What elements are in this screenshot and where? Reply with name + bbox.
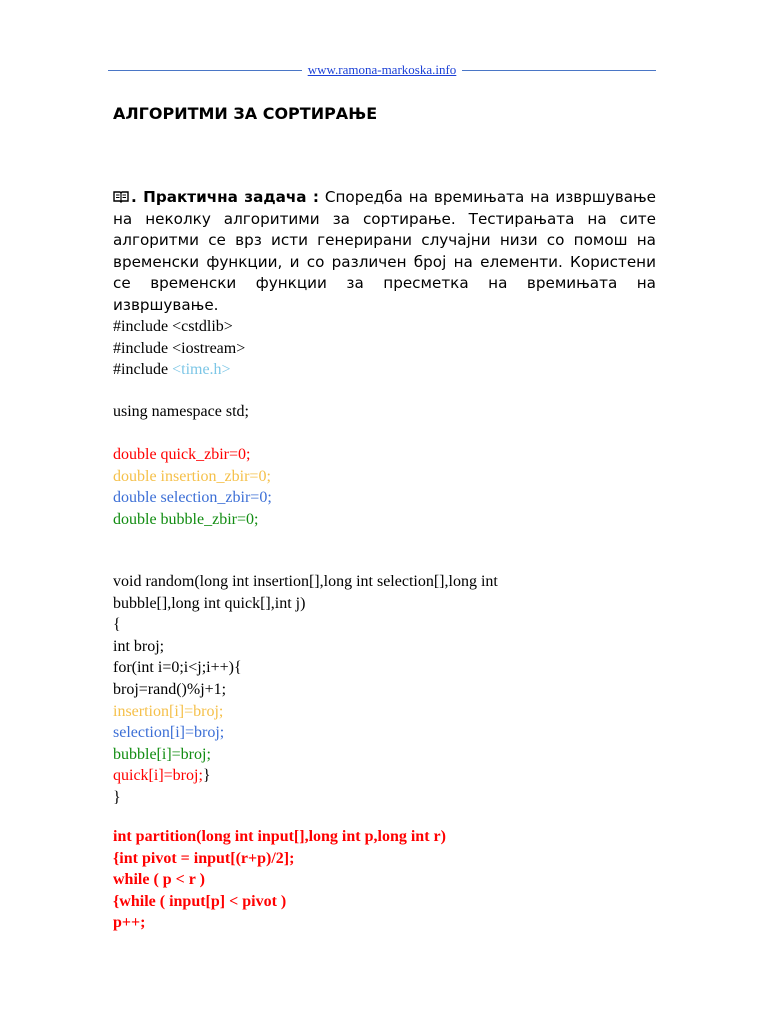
code-line: {int pivot = input[(r+p)/2]; [113,849,295,867]
includes-block [113,316,673,381]
page-title: АЛГОРИТМИ ЗА СОРТИРАЊЕ [113,104,378,123]
code-line: bubble[],long int quick[],int j) [113,594,306,612]
code-line: selection[i]=broj; [113,724,225,742]
task-text: Споредба на времињата на извршување на неколку алгоритими за сортирање. Тестирањата на сите алгоритми се врз исти генерирани случајни низи со помош на временски функции, и со различен број на елементи. Користени се временски функции за пресметка на времињата на извршување. [113,188,656,314]
code-line: for(int i=0;i<j;i++){ [113,659,242,677]
code-line: insertion[i]=broj; [113,702,224,720]
code-line: double quick_zbir=0; [113,446,251,463]
open-book-icon [113,190,129,203]
code-line: while ( p < r ) [113,871,205,889]
header-rule-left [108,70,302,71]
using-line: using namespace std; [113,403,249,420]
code-text: #include [113,361,173,379]
code-line: broj=rand()%j+1; [113,680,227,698]
code-line: #include <cstdlib> [113,318,233,335]
task-label: . Практична задача : [131,188,319,206]
code-text: quick[i]=broj; [113,767,203,785]
code-line: void random(long int insertion[],long int selection[],long int [113,573,498,590]
code-line: double bubble_zbir=0; [113,510,259,528]
page-header [108,60,656,80]
random-function-block [113,571,673,809]
code-text: } [202,767,211,785]
code-highlight: <time.h> [172,361,231,379]
code-line: { [113,616,121,634]
code-line [113,359,673,381]
task-paragraph [113,187,656,316]
partition-function-block [113,826,673,934]
code-line: int broj; [113,637,165,655]
site-link[interactable]: www.ramona-markoska.info [307,62,457,77]
code-line: bubble[i]=broj; [113,745,211,763]
code-line: {while ( input[p] < pivot ) [113,892,287,910]
code-line: double insertion_zbir=0; [113,467,271,485]
code-line: int partition(long int input[],long int p,long int r) [113,828,446,845]
code-line: } [113,788,121,806]
code-line: p++; [113,914,146,932]
code-line [113,765,673,787]
globals-block [113,444,673,530]
code-line: #include <iostream> [113,339,246,357]
header-rule-right [462,70,656,71]
code-line: double selection_zbir=0; [113,489,272,507]
